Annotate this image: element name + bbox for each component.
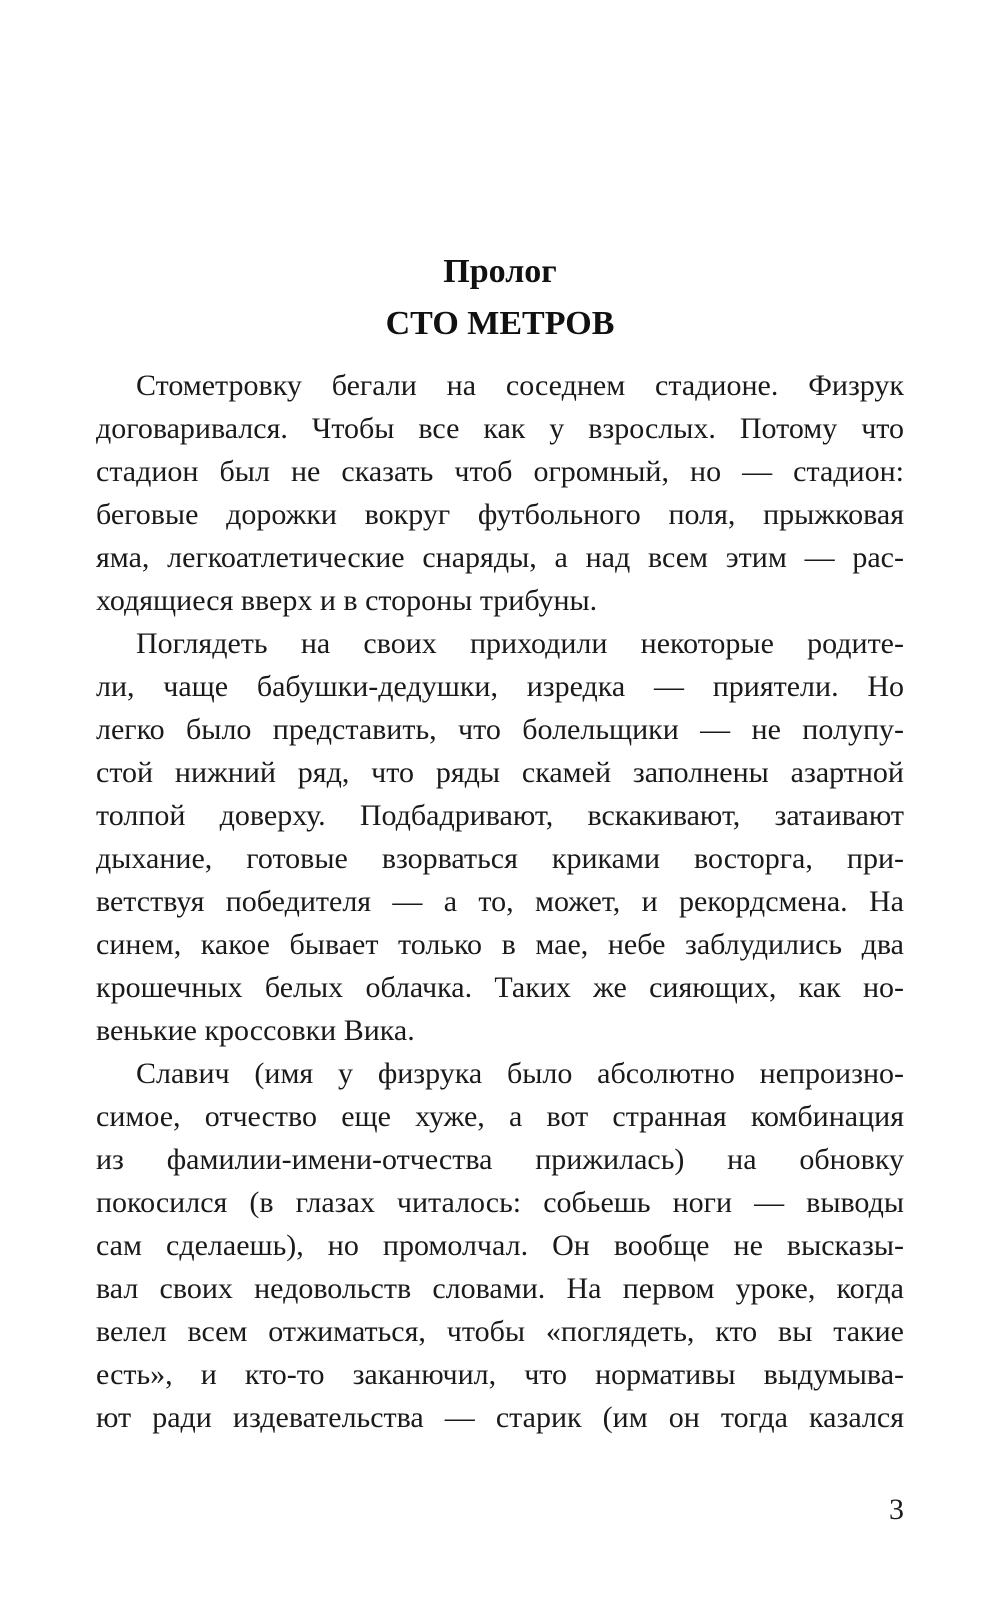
text-line: ют ради издевательства — старик (им он тогда казался xyxy=(96,1401,904,1434)
text-line: синем, какое бывает только в мае, небе заблудились два xyxy=(96,928,904,961)
text-line: стадион был не сказать чтоб огромный, но — стадион: xyxy=(96,455,904,488)
text-line: Поглядеть на своих приходили некоторые родите- xyxy=(136,627,904,660)
text-line: Стометровку бегали на соседнем стадионе. Физрук xyxy=(136,369,904,402)
text-line: договаривался. Чтобы все как у взрослых. Потому что xyxy=(96,412,904,445)
text-line: из фамилии-имени-отчества прижилась) на обновку xyxy=(96,1143,904,1176)
text-line: покосился (в глазах читалось: собьешь ноги — выводы xyxy=(96,1186,904,1219)
prologue-label: Пролог xyxy=(443,253,557,290)
text-line: толпой доверху. Подбадривают, вскакивают, затаивают xyxy=(96,799,904,832)
text-line: ходящиеся вверх и в стороны трибуны. xyxy=(96,584,598,617)
text-line: ветствуя победителя — а то, может, и рекордсмена. На xyxy=(96,885,904,918)
text-line: крошечных белых облачка. Таких же сияющих, как но- xyxy=(96,971,904,1004)
chapter-title: СТО МЕТРОВ xyxy=(385,305,615,342)
page-number: 3 xyxy=(889,1493,904,1526)
text-line: вал своих недовольств словами. На первом уроке, когда xyxy=(96,1272,904,1305)
text-line: ли, чаще бабушки-дедушки, изредка — приятели. Но xyxy=(96,670,904,703)
text-line: дыхание, готовые взорваться криками восторга, при- xyxy=(96,842,904,875)
text-line: симое, отчество еще хуже, а вот странная комбинация xyxy=(96,1100,904,1133)
text-line: яма, легкоатлетические снаряды, а над всем этим — рас- xyxy=(96,541,904,574)
text-line: легко было представить, что болельщики — не полупу- xyxy=(96,713,904,746)
text-line: велел всем отжиматься, чтобы «поглядеть, кто вы такие xyxy=(96,1315,904,1348)
text-line: венькие кроссовки Вика. xyxy=(96,1014,415,1047)
text-line: стой нижний ряд, что ряды скамей заполнены азартной xyxy=(96,756,904,789)
text-line: Славич (имя у физрука было абсолютно непроизно- xyxy=(136,1057,904,1090)
text-line: сам сделаешь), но промолчал. Он вообще не высказы- xyxy=(96,1229,904,1262)
text-line: есть», и кто-то заканючил, что нормативы выдумыва- xyxy=(96,1358,904,1391)
text-line: беговые дорожки вокруг футбольного поля, прыжковая xyxy=(96,498,904,531)
